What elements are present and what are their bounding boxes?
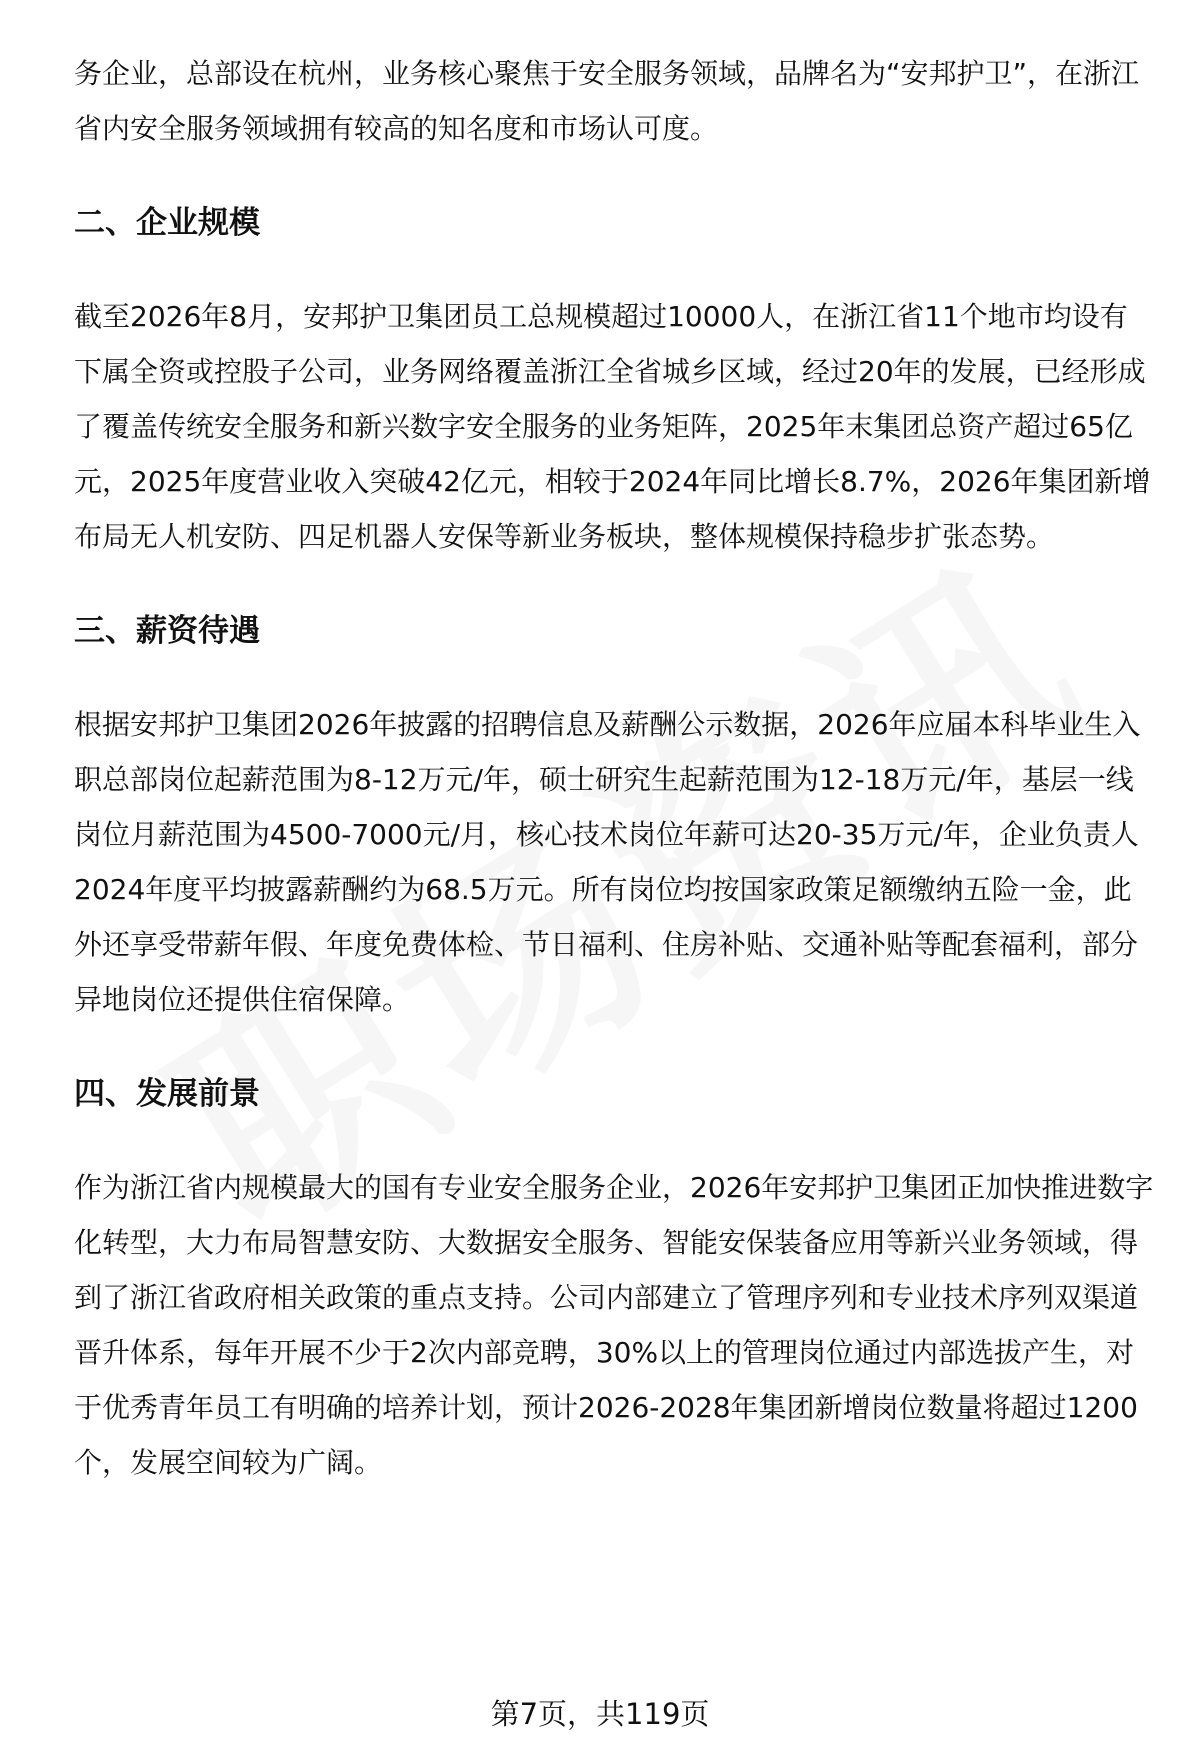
document-body bbox=[74, 46, 1154, 1490]
section-heading-prospects: 四、发展前景 bbox=[74, 1076, 260, 1112]
section-body-salary: 根据安邦护卫集团2026年披露的招聘信息及薪酬公示数据，2026年应届本科毕业生入职总部岗位起薪范围为8-12万元/年，硕士研究生起薪范围为12-18万元/年，基层一线岗位月薪范围为4500-7000元/月，核心技术岗位年薪可达20-35万元/年，企业负责人2024年度平均披露薪酬约为68.5万元。所有岗位均按国家政策足额缴纳五险一金，此外还享受带薪年假、年度免费体检、节日福利、住房补贴、交通补贴等配套福利，部分异地岗位还提供住宿保障。 bbox=[74, 708, 1141, 1016]
section-body-prospects: 作为浙江省内规模最大的国有专业安全服务企业，2026年安邦护卫集团正加快推进数字化转型，大力布局智慧安防、大数据安全服务、智能安保装备应用等新兴业务领域，得到了浙江省政府相关政策的重点支持。公司内部建立了管理序列和专业技术序列双渠道晋升体系，每年开展不少于2次内部竞聘，30%以上的管理岗位通过内部选拔产生，对于优秀青年员工有明确的培养计划，预计2026-2028年集团新增岗位数量将超过1200个，发展空间较为广阔。 bbox=[74, 1171, 1154, 1479]
intro-paragraph: 务企业，总部设在杭州，业务核心聚焦于安全服务领域，品牌名为“安邦护卫”，在浙江省内安全服务领域拥有较高的知名度和市场认可度。 bbox=[74, 57, 1140, 145]
section-heading-salary: 三、薪资待遇 bbox=[74, 613, 260, 649]
section-heading-scale: 二、企业规模 bbox=[74, 205, 260, 241]
section-body-scale: 截至2026年8月，安邦护卫集团员工总规模超过10000人，在浙江省11个地市均设有下属全资或控股子公司，业务网络覆盖浙江全省城乡区域，经过20年的发展，已经形成了覆盖传统安全服务和新兴数字安全服务的业务矩阵，2025年末集团总资产超过65亿元，2025年度营业收入突破42亿元，相较于2024年同比增长8.7%，2026年集团新增布局无人机安防、四足机器人安保等新业务板块，整体规模保持稳步扩张态势。 bbox=[74, 300, 1151, 553]
page-number-footer: 第7页，共119页 bbox=[490, 1697, 710, 1731]
